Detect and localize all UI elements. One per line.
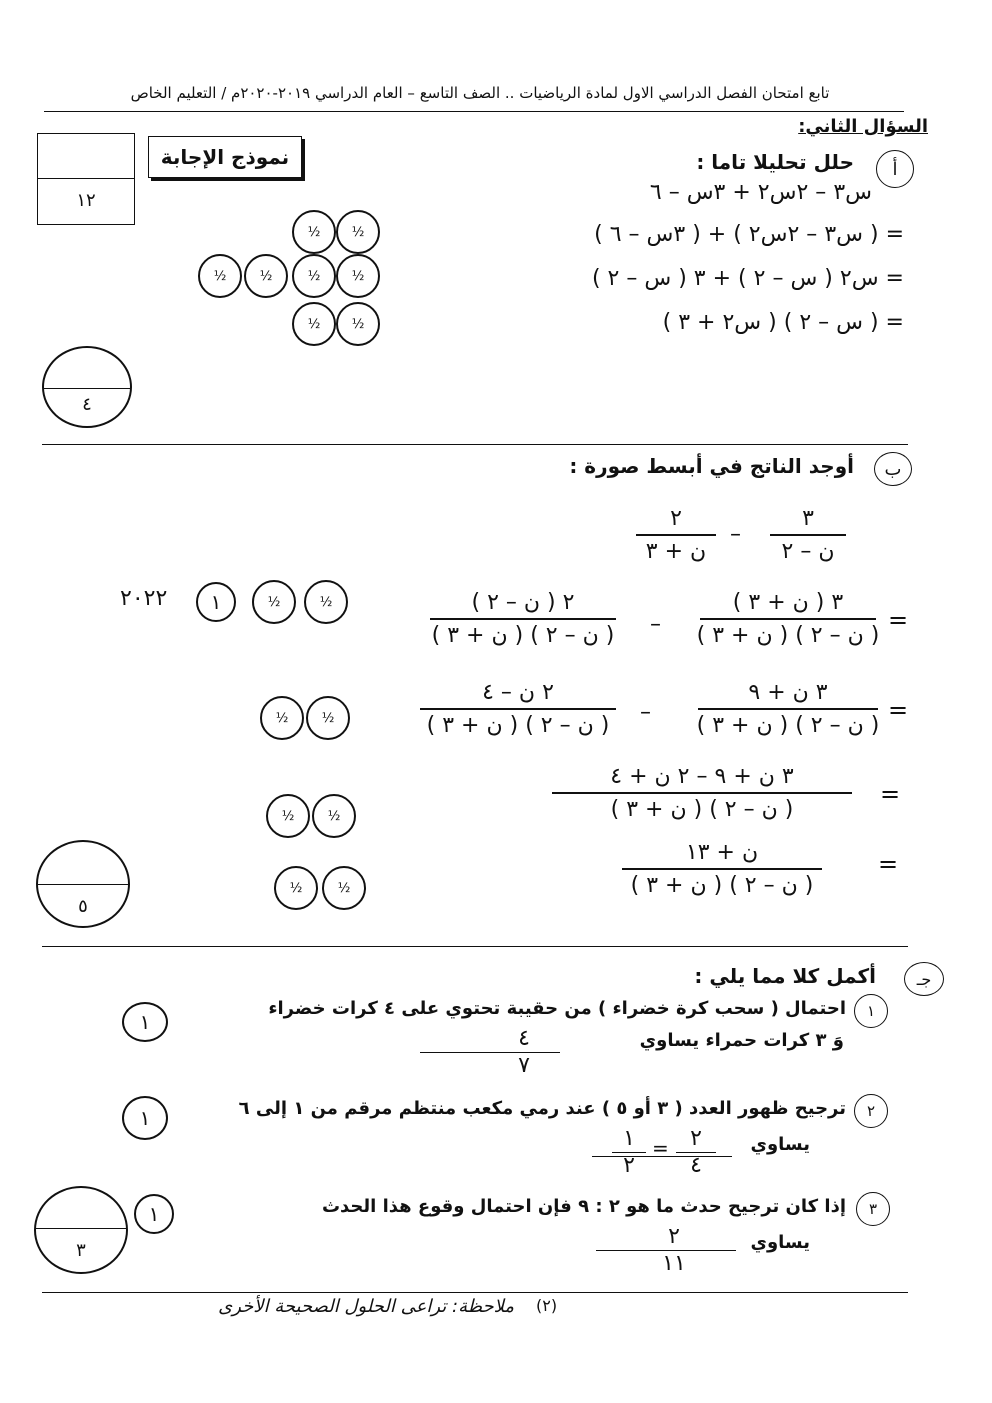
fraction-numerator: ٢ ( ن – ٢ ) xyxy=(471,590,575,615)
step2-left-fraction xyxy=(420,680,616,738)
answer-denominator: ٧ xyxy=(518,1053,530,1078)
half-mark xyxy=(292,210,336,254)
item-1-text2: وَ ٣ كرات حمراء يساوي xyxy=(639,1030,844,1051)
fraction-numerator: ٣ ن + ٩ xyxy=(748,680,828,705)
part-a-score-circle xyxy=(42,346,132,428)
part-b-score-circle xyxy=(36,840,130,928)
part-a-letter: أ xyxy=(876,150,914,188)
half-mark-label: ½ xyxy=(321,710,335,726)
half-mark-label: ½ xyxy=(259,268,273,284)
half-mark-label: ½ xyxy=(307,268,321,284)
item-2-answer-simplified xyxy=(612,1128,646,1177)
total-score-value: ١٢ xyxy=(76,190,96,211)
fraction-denominator: ( ن – ٢ ) ( ن + ٣ ) xyxy=(426,713,610,738)
fraction-denominator: ( ن – ٢ ) ( ن + ٣ ) xyxy=(696,713,880,738)
item-2-mark: ١ xyxy=(122,1096,168,1140)
half-mark-label: ½ xyxy=(275,710,289,726)
half-mark xyxy=(306,696,350,740)
answer-denominator: ٤ xyxy=(690,1153,702,1178)
half-mark xyxy=(336,254,380,298)
fraction-denominator: ( ن – ٢ ) ( ن + ٣ ) xyxy=(431,623,615,648)
half-mark xyxy=(336,210,380,254)
fraction-numerator: ٣ xyxy=(802,506,814,531)
step1-operator: – xyxy=(650,612,661,637)
part-a-step2: = س٢ ( س – ٢ ) + ٣ ( س – ٢ ) xyxy=(591,266,904,291)
half-mark xyxy=(304,580,348,624)
question-title: السؤال الثاني: xyxy=(798,116,928,137)
half-mark xyxy=(336,302,380,346)
item-number: ٣ xyxy=(856,1192,890,1226)
fraction-numerator: ٣ ن + ٩ – ٢ ن + ٤ xyxy=(610,764,794,789)
section-divider xyxy=(42,444,908,445)
half-mark-label: ½ xyxy=(319,594,333,610)
half-mark-label: ½ xyxy=(351,268,365,284)
part-b-letter: ب xyxy=(874,452,912,486)
item-3-text2: يساوي xyxy=(750,1232,810,1253)
fraction-numerator: ن + ١٣ xyxy=(685,840,759,865)
half-mark-label: ½ xyxy=(351,224,365,240)
model-answer-label: نموذج الإجابة xyxy=(148,136,302,178)
total-score-box xyxy=(37,133,135,225)
answer-line xyxy=(596,1250,736,1251)
half-mark xyxy=(244,254,288,298)
item-1-text: احتمال ( سحب كرة خضراء ) من حقيبة تحتوي على ٤ كرات خضراء xyxy=(268,998,846,1019)
part-c-score: ٣ xyxy=(76,1240,86,1261)
half-mark-label: ½ xyxy=(281,808,295,824)
fraction-denominator: ( ن – ٢ ) ( ن + ٣ ) xyxy=(696,623,880,648)
equals-sign: = xyxy=(888,696,909,724)
half-mark-label: ½ xyxy=(337,880,351,896)
answer-numerator: ٢ xyxy=(690,1126,702,1151)
half-mark xyxy=(198,254,242,298)
section-divider xyxy=(42,946,908,947)
page-header: تابع امتحان الفصل الدراسي الاول لمادة الرياضيات .. الصف التاسع – العام الدراسي ٢٠١٩-٢٠٢٠م / التعليم الخاص xyxy=(130,84,830,102)
step2-operator: – xyxy=(640,700,651,725)
page-number: (٢) xyxy=(536,1296,558,1315)
half-mark-label: ½ xyxy=(213,268,227,284)
half-mark-label: ½ xyxy=(307,316,321,332)
part-a-step1: = ( س٣ – ٢س٢ ) + ( ٣س – ٦ ) xyxy=(594,222,904,247)
item-number: ١ xyxy=(854,994,888,1028)
step2-right-fraction xyxy=(698,680,878,738)
half-mark-label: ½ xyxy=(289,880,303,896)
fraction-denominator: ن + ٣ xyxy=(645,539,707,564)
half-mark xyxy=(274,866,318,910)
given-operator: – xyxy=(730,522,741,547)
part-a-score: ٤ xyxy=(82,394,92,415)
item-number: ٢ xyxy=(854,1094,888,1128)
given-right-fraction xyxy=(770,506,846,564)
half-mark-label: ½ xyxy=(267,594,281,610)
half-mark xyxy=(266,794,310,838)
step1-right-fraction xyxy=(696,590,880,648)
item-2-answer xyxy=(676,1128,716,1177)
half-mark xyxy=(292,254,336,298)
given-left-fraction xyxy=(636,506,716,564)
side-note: ٢٠٢٢ xyxy=(120,586,168,611)
equals-sign: = xyxy=(652,1136,669,1160)
part-a-step3: = ( س – ٢ ) ( س٢ + ٣ ) xyxy=(662,310,904,335)
answer-denominator: ٢ xyxy=(623,1153,635,1178)
item-3-text: إذا كان ترجيح حدث ما هو ٢ : ٩ فإن احتمال وقوع هذا الحدث xyxy=(321,1196,846,1217)
item-1-mark: ١ xyxy=(122,1002,168,1042)
step1-left-fraction xyxy=(430,590,616,648)
one-mark: ١ xyxy=(196,582,236,622)
half-mark xyxy=(260,696,304,740)
answer-line xyxy=(420,1052,560,1053)
fraction-denominator: ( ن – ٢ ) ( ن + ٣ ) xyxy=(630,873,814,898)
fraction-numerator: ٣ ( ن + ٣ ) xyxy=(732,590,844,615)
half-mark-label: ½ xyxy=(327,808,341,824)
half-mark-label: ½ xyxy=(307,224,321,240)
step4-fraction xyxy=(622,840,822,898)
equals-sign: = xyxy=(880,780,901,808)
part-c-letter: جـ xyxy=(904,962,944,996)
part-c-instruction: أكمل كلا مما يلي : xyxy=(694,964,876,988)
header-divider xyxy=(44,111,904,112)
item-2-text: ترجيح ظهور العدد ( ٣ أو ٥ ) عند رمي مكعب منتظم مرقم من ١ إلى ٦ xyxy=(238,1098,846,1119)
equals-sign: = xyxy=(878,850,899,878)
answer-line xyxy=(592,1156,732,1157)
footer-divider xyxy=(42,1292,908,1293)
part-b-score: ٥ xyxy=(78,896,88,917)
answer-numerator: ١ xyxy=(623,1126,635,1151)
half-mark xyxy=(292,302,336,346)
fraction-denominator: ( ن – ٢ ) ( ن + ٣ ) xyxy=(610,797,794,822)
part-a-expression: س٣ – ٢س٢ + ٣س – ٦ xyxy=(649,180,872,205)
fraction-denominator: ن – ٢ xyxy=(781,539,835,564)
item-3-mark: ١ xyxy=(134,1194,174,1234)
step3-fraction xyxy=(552,764,852,822)
part-c-score-circle xyxy=(34,1186,128,1274)
answer-numerator: ٢ xyxy=(668,1224,680,1249)
fraction-numerator: ٢ xyxy=(670,506,682,531)
answer-numerator: ٤ xyxy=(518,1026,530,1051)
part-b-instruction: أوجد الناتج في أبسط صورة : xyxy=(569,454,854,478)
half-mark xyxy=(322,866,366,910)
item-2-text2: يساوي xyxy=(750,1134,810,1155)
half-mark xyxy=(252,580,296,624)
half-mark-label: ½ xyxy=(351,316,365,332)
half-mark xyxy=(312,794,356,838)
part-a-instruction: حلل تحليلا تاما : xyxy=(696,150,854,174)
equals-sign: = xyxy=(888,606,909,634)
footer-note: ملاحظة: تراعى الحلول الصحيحة الأخرى xyxy=(218,1296,514,1317)
answer-denominator: ١١ xyxy=(662,1251,686,1276)
fraction-numerator: ٢ ن – ٤ xyxy=(482,680,554,705)
